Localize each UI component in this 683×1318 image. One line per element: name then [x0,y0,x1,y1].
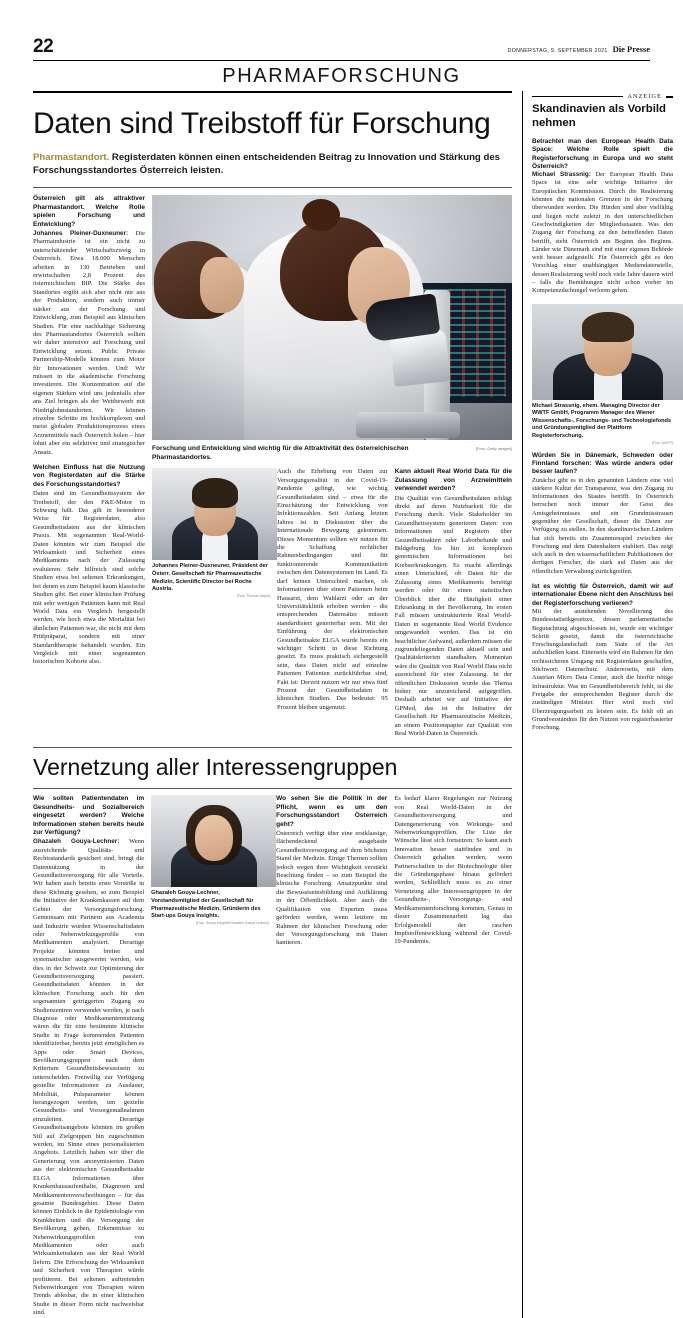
page-number: 22 [33,36,54,57]
article2-paragraph-3: Es bedarf klarer Regelungen zur Nutzung von Real World-Daten in der Gesundheitsversorgung und Datengenerierung von Wirkungs- und Nebenwirkungsprofilen. Die Liste der Wünsche lässt sich fortsetzen: So kann auch Innovation besser stattfinden und in Österreich gehalten werden, wenn Partnerschaften in der Biotechnologie über die Gründungsphase hinaus gefördert werden, Schließlich muss es zu einer Vernetzung aller Interessengruppen in der Gesundheits-, Versorgungs- und Medikamentenforschung kommen, Genau in dieser Zusammenarbeit lag das Erfolgsmodell der raschen Impfstoffentwicklung während der Covid-19-Pandemie. [394,795,513,946]
article2-divider-2 [33,788,512,789]
article1-column-2 [152,468,277,738]
article1-bio-row [152,560,270,593]
article2-question-2: Wo sehen Sie die Politik in der Pflicht, wenn es um den Forschungsstandort Österreich geht? [276,795,388,828]
article2-column-4 [394,795,512,1317]
masthead-right [508,44,650,56]
article1-photo-block [152,195,512,738]
article2-portrait-credit: [Foto: Gouya Insights/Ghazaleh Gouya-Lechner] [196,920,270,925]
ad-label: ANZEIGE [627,93,662,100]
ad-marker [532,91,673,102]
article2-speaker-1: Ghazaleh Gouya-Lechner: [33,838,120,846]
section-rule [33,91,512,93]
article1-answer-1: Die Pharmaindustrie ist ein nicht zu unterschätzender Wirtschaftszweig in Österreich. Etwa 18.000 Menschen arbeiten in 130 Betrieben und erwirtschaften 2,8 Prozent des österreichischen BIP. Die Stärke des Standortes ergibt sich aber nicht nur aus der Produktion, sondern auch immer stärker aus der Forschung und Entwicklung, zum Beispiel aus klinischen Studien. Für eine nachhaltige Sicherung des Pharmastandortes Österreich sollten wir daher intensiver auf Forschung und Entwicklung setzen. Public Private Partnership-Modelle können zum Motor für Innovationen werden. Und: Wir müssen in die akademische Forschung investieren. Die Konzentration auf die eigenen Stärken wird uns jedenfalls eher ans Ziel bringen als der Wettbewerb mit Niedriglohnstandorten. Wir können einzelne Schritte im hochkomplexen und meist globalen Produktionsprozess eines Arzneimittels nach Österreich holen – hier lohnt aber ein selektiver und strategischer Ansatz. [33,230,145,456]
article1-kicker: Pharmastandort. [33,152,110,163]
portrait-gouya-lechner [151,795,276,887]
article1-headline: Daten sind Treibstoff für Forschung [33,107,491,140]
sidebar-portrait-hair [582,312,634,342]
sidebar-paragraph-1 [532,171,673,295]
article1-question-2: Welchen Einfluss hat die Nutzung von Registerdaten auf die Stärke des Forschungsstandortes? [33,464,145,488]
sidebar-question-2: Würden Sie in Dänemark, Schweden oder Finnland forschen: Was würde anders oder besser laufen? [532,451,673,476]
article2 [33,747,512,1317]
article2-column-1 [33,795,151,1317]
article2-columns [33,795,512,1317]
article1-portrait-caption: Johannes Pleiner-Duxneuner, Präsident der Österr. Gesellschaft für Pharmazeutische Medizin, Scientific Director bei Roche Austria. [152,563,268,593]
page-body [33,91,673,1318]
issue-date: DONNERSTAG, 9. SEPTEMBER 2021 [507,48,608,54]
article1-question-3: Kann aktuell Real World Data für die Zulassung von Arzneimitteln verwendet werden? [394,468,512,493]
article1-paragraph-3: Auch die Erhebung von Daten zur Versorgungsrealität in der Covid-19-Pandemie gelingt, wie wichtig Gesundheitsdaten sind – etwa für die Einschätzung der Entwicklung von Infektionszahlen. Seit Anfang letzten Jahres ist in Diskussion über die Internationale Bewegung gekommen. Dieses Momentum sollten wir nutzen für die Schaffung rechtlicher Rahmenbedingungen und für funktionierende Kommunikation zwischen den Datensystemen im Land. Es darf keinen Unterschied machen, ob Informationen über einen Patienten beim Hausarzt, dem Wahlarzt oder an der Universitätsklinik erhoben werden – die entsprechenden Datensätze müssen standardisiert generierbar sein. Mit der Einführung der elektronischen Gesundheitsakte ELGA wurde bereits ein wichtiger Schritt in diese Richtung gesetzt. Es muss praktisch sichergestellt sein, dass Daten nicht auf einzelne Patienten Patienten zurückführbar sind, Fakt ist: Derzeit nutzen wir nur etwa fünf Prozent der Gesundheitsdaten in klinischen Studien. Das bedeutet: 95 Prozent bleiben ungenutzt. [277,468,388,711]
article2-paragraph-2: Österreich verfügt über eine erstklassige, flächendeckend ausgebaute Gesundheitsversorgung auf dem höchsten Stand der Medizin. Einige Themen sollten jedoch wegen ihrer Wichtigkeit verstärkt Beachtung finden – so zum Beispiel die klinische Forschung. Ansatzpunkte sind die Bewusstseinsbildung und Aufklärung in der Öffentlichkeit. Aber auch die Qualifikation von Experten muss gefördert werden, wenn letztere im Rahmen der klinischen Forschung oder der Versorgungsforschung mit Daten hantieren. [276,830,388,947]
article1-standfirst-text: Registerdaten können einen entscheidenden Beitrag zu Innovation und Stärkung des Forschungsstandortes Österreich leisten. [33,152,500,177]
portrait-strassnig [532,304,683,400]
article2-portrait-caption: Ghazaleh Gouya-Lechner, Vorstandsmitglied der Gesellschaft für Pharmazeutische Medizin, Gründerin des Start-ups Gouya Insights. [151,890,261,920]
sidebar-headline: Skandinavien als Vorbild nehmen [532,103,666,129]
sidebar-portrait-caption: Michael Strassnig, ehem. Managing Director der WWTF GmbH, Programm Manager des Wiener Wissenschafts-, Forschungs- und Technologiefonds und Gründungsmitglied der Plattform Registerforschung. [532,402,672,440]
photo-vignette [152,195,512,440]
article2-question-1: Wie sollten Patientendaten im Gesundheits- und Sozialbereich eingesetzt werden? Welche Informationen stehen bereits heute zur Verfügung? [33,795,145,837]
sidebar-question-1: Betrachtet man den European Health Data Space: Welche Rolle spielt die Registerforschung in Europa und wo steht Österreich? [532,138,673,170]
article1-columns [33,195,512,738]
masthead [33,30,650,56]
section-band [33,61,650,91]
sidebar-speaker-1: Michael Strassnig: [532,171,591,179]
article2-paragraph-1 [33,838,144,1317]
paper-name: Die Presse [612,44,650,54]
sidebar-advertorial [522,91,673,1318]
article2-headline: Vernetzung aller Interessengruppen [33,754,398,781]
lab-research-photo [152,195,512,440]
sidebar-question-3: Ist es wichtig für Österreich, damit wir auf internationaler Ebene nicht den Anschluss bei der Registerforschung verlieren? [532,583,673,607]
article1-question-1: Österreich gilt als attraktiver Pharmastandort. Welche Rolle spielen Forschung und Entwicklung? [33,195,145,228]
main-zone [33,91,522,1318]
article1-speaker-1: Johannes Pleiner-Duxneuner: [33,230,129,238]
sidebar-portrait-credit: [Foto: WWTF] [651,440,673,445]
article1-column-4 [395,468,512,738]
article1-standfirst [33,151,512,177]
portrait-hair [192,478,238,508]
sidebar-paragraph-3: Mit der anstehenden Novellierung des Bundesstatistikgesetzes, dessen parlamentarische Begutachtung abgeschlossen ist, wurde ein wichtiger Schritt gesetzt, damit die österreichische Forschungslandschaft zum State of the Art aufschließen kann. Einerseits wird ein Rahmen für den rechtssicheren Umgang mit Registerdaten geschaffen, Stichwort: Datenschutz. Andererseits, mit dem Austrian Micro Data Center, auch die hierfür nötige Infrastruktur. Was im Gesundheitsbereich fehlt, ist die Freigabe der entsprechenden Register durch die zuständigen Minister. Hier wird noch viel Überzeugungsarbeit zu leisten sein. Es fehlt oft an Grundverständnis für den Nutzen von registerbasierter Forschung. [532,607,673,732]
section-title: PHARMAFORSCHUNG [222,65,461,87]
article1-lower-columns [152,468,512,738]
article1-divider [33,187,512,188]
article2-answer-1: Wenn ausreichende Qualitäts- und Rechtsstandards gesichert sind, bringt die Datennutzung in der Gesundheitsversorgung für alle Vorteile. Wir haben auch bereits erste Vorstöße in diese Richtung gesehen, so zum Beispiel die Initiative der Krankenkassen auf dem Gebiet der Versorgungsforschung. Gemeinsam mit Partnern aus Academia und Industrie wurden Wissenschaftsdaten oder Nebenwirkungsprofile von Medikamenten analysiert. Derartige Projekte könnten breiter und systematischer ausgewertet werden, wie dies in der Schweiz zur Optimierung der Gesundheitsversorgung passiert. Gesundheitsdaten könnten in der klinischen Forschung auch für den sogenannten getriggerten Zugang zu Studienzentren verwendet werden, je nach Diagnose oder Medikamentennutzung wären die für eine bestimmte klinische Studie in Frage kommenden Patienten identifizierbar, bereits jetzt ermöglichen es Apps oder Smart Devices, Bevölkerungsgruppen nach dem Kriterium Gesundheitsbewusstsein zu unterscheiden. Freiwillig zur Verfügung gestellte Informationen zu Ausdauer, Mobilität, Pulsparameter können herangezogen werden, um gezielte Gesundheits- und Vorsorgemaßnahmen einzuleiten. Derartige Gesundheitsangebote könnten im großen Stil auf Zielgruppen hin zugeschnitten werden, im Sinne eines personalisierten Angebots. Letztlich haben wir über die Generierung von anonymisierten Daten aus der elektronischen Gesundheitsakte ELGA Informationen über Krankenhausaufenthalte, Diagnosen und Medikamentenverschreibungen – für das gesamte Bundesgebiet. Diese Daten können Einblick in die Epidemiologie von Krankheiten und die Versorgung der Bevölkerung geben, Erkenntnisse zu Nebenwirkungsprofilen von Medikamenten oder auch Wirksamkeitsdaten aus der Real World liefern. Die Erforschung der Wirksamkeit und Sicherheit von Therapien würde profitieren. Bei seltenen auftretenden Nebenwirkungen von Therapien wären Trends ablesbar, die in einer klinischen Studie in dieser Form nicht nachweisbar sind. [33,838,145,1317]
article2-divider [33,747,512,748]
article1-paragraph-2: Daten sind im Gesundheitssystem der Treibstoff, der den F&E-Motor in Schwung hält. Das gilt in besonderer Weise für Registerdaten, also Gesundheitsdaten aus der klinischen Praxis. Mit sogenannten Real-World-Daten könnten wir zum Beispiel die Wirksamkeit und Sicherheit eines Medikaments nach der Zulassung evaluieren. Sehr hilfreich sind solche Studien etwa bei seltenen Erkrankungen, bei denen es zum Beispiel kaum klassische Studien gibt. Bei einer klinischen Prüfung mit sehr wenigen Patienten kann mit Real World Data ein Vergleich hergestellt werden, wie hoch etwa die Mortalität bei ähnlichen Patienten war, die nicht mit dem Prüfpräparat, sondern mit einer Standardtherapie behandelt wurden. Ein Vergleich mit einer sogenannten historischen Kohorte also. [33,490,145,666]
portrait2-face [195,815,233,861]
article2-column-3 [276,795,394,1317]
article1-portrait-credit: [Foto: Thomas Mayer] [236,593,270,598]
article1-caption-row [152,444,512,462]
article1-column-3 [277,468,395,738]
article1-column-1 [33,195,152,738]
article1-photo-credit: [Foto: Getty Images] [475,446,512,452]
ad-rule-left [532,96,623,97]
article1-photo-caption: Forschung und Entwicklung sind wichtig für die Attraktivität des österreichischen Pharmastandortes. [152,445,409,462]
ad-rule-right [666,96,673,98]
sidebar-paragraph-2: Zunächst gibt es in den genannten Ländern eine viel stärkere Kultur der Transparenz, was den Zugang zu Informationen des Staates betrifft. In Österreich herrschen noch immer der Geist des Amtsgeheimnisses und ein Grundmisstrauen gegenüber der Gesellschaft, dieser die Daten zur Verfügung zu stellen. In den skandinavischen Ländern hat sich bereits ein Zusammenspiel zwischen der Forschung und dem Datenhaltern etabliert. Das zeigt sich auch in den wissenschaftlichen Publikationen der dortigen Forscher, die stark auf Daten aus der öffentlichen Verwaltung zurückgreifen. [532,476,673,575]
sidebar-answer-1: Der European Health Data Space ist eine sehr wichtige Initiative der Europäischen Kommission. Durch die Realisierung könnten die nationalen Grenzen in der Forschung überwunden werden. Die Hürden sind aber vielfältig und liegen nicht zuletzt in den unterschiedlichen Geschwindigkeiten der Mitgliedsstaaten. Was den Zugang der Forschung zu den betreffenden Daten betrifft, steht Österreich am Beginn des Beginns. Länder wie Dänemark sind mit einer eigenen Behörde weit besser aufgestellt. Für Österreich gibt es den Vorschlag einer unabhängigen Mediendatenstelle, dessen Realisierung wohl noch viele Jahre dauern wird – falls die Bemühungen nicht schon vorher im Kompetenzdschungel verloren gehen. [532,171,673,295]
article1-paragraph-1 [33,230,145,457]
portrait-pleiner-duxneuner [152,468,277,560]
article1-paragraph-4: Die Qualität von Gesundheitsdaten schlägt direkt auf deren Nutzbarkeit für die Forschung durch. Viele Stakeholder im Gesundheitssystem generieren Daten: von Informationen und Registern über Gesundheitsakten oder Laborbefunde und Bildgebung bis hin zu komplexen genomischen Informationen bei Krebserkrankungen. Es macht allerdings einen Unterschied, ob Daten für die Zulassung eines Medikaments benötigt werden oder für einen statistischen Überblick über die Häufigkeit einer Erkrankung in der Bevölkerung. Im ersten Fall müssen unstrukturierte Real World-Daten in sogenannte Real World Evidence umgewandelt werden. Das ist ein beachtlicher Aufwand, außerdem müssen die zugrundeliegenden Daten aktuell sein und Qualitätskriterien standhalten. Momentan wäre die Qualität von Real World Data nicht ausreichend für eine Zulassung. In der öffentlichen Diskussion wurde das Thema bisher nur unzureichend aufgegriffen. Deshalb arbeitet wir auf Initiative der GPMed, das ist die Initiative der Gesellschaft für Pharmazeutische Medizin, an einem Positionspapier zur Qualität von Real World-Daten in Österreich. [394,494,512,737]
article2-column-2 [151,795,276,1317]
